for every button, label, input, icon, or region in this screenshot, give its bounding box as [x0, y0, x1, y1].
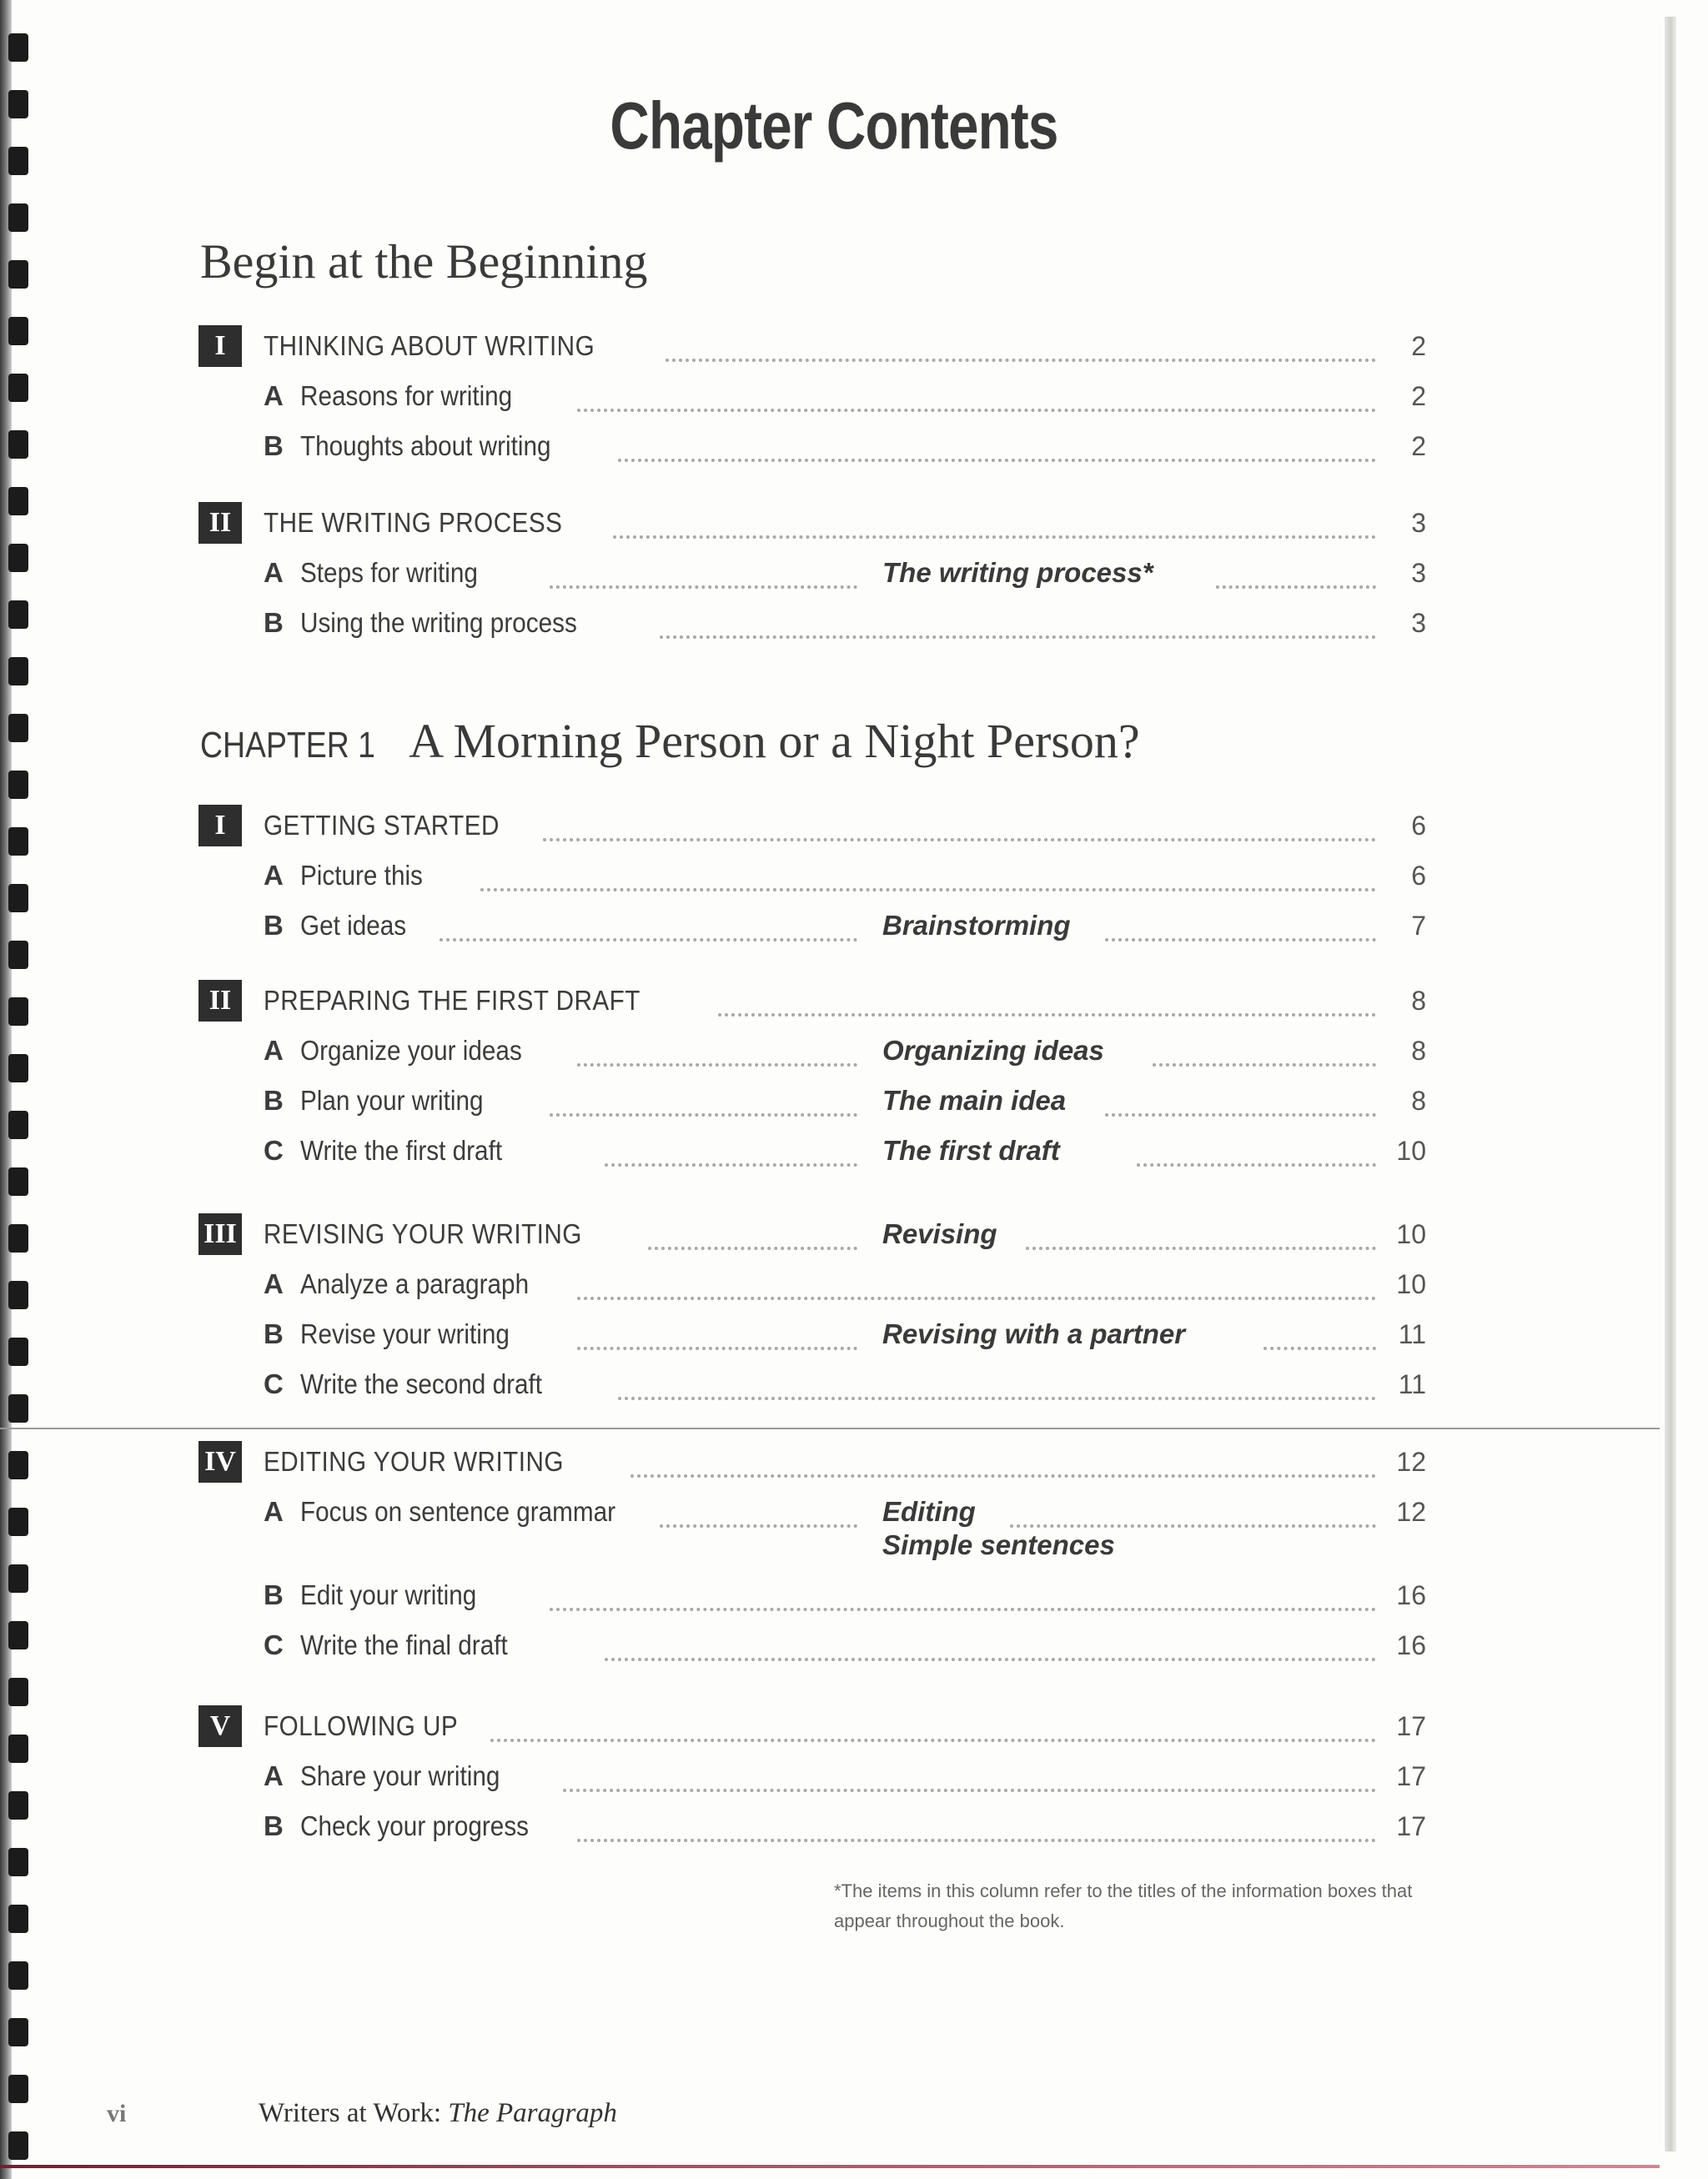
item-letter: B	[264, 607, 284, 638]
page-number: 11	[1398, 1369, 1426, 1399]
info-box-title: The first draft	[882, 1135, 1060, 1166]
page-number: 8	[1411, 986, 1426, 1016]
page-number: 2	[1411, 381, 1426, 411]
item-text: Analyze a paragraph	[300, 1268, 530, 1299]
leader-dots	[618, 434, 1376, 462]
part-heading	[198, 1441, 597, 1483]
item-text: Get ideas	[300, 910, 407, 941]
toc-item-row[interactable]	[0, 1313, 1668, 1355]
toc-part-row[interactable]	[0, 1213, 1668, 1255]
part-heading-text: THINKING ABOUT WRITING	[264, 330, 595, 361]
part-heading	[198, 980, 682, 1022]
leader-dots	[440, 913, 858, 941]
part-heading-text: FOLLOWING UP	[264, 1710, 459, 1741]
part-heading-text: PREPARING THE FIRST DRAFT	[264, 985, 640, 1016]
item-label	[264, 1263, 555, 1305]
item-text: Write the first draft	[300, 1135, 503, 1166]
toc-part-row[interactable]	[0, 1705, 1668, 1747]
toc-part-row[interactable]	[0, 980, 1668, 1022]
bottom-edge-line	[0, 2165, 1660, 2168]
page-number: 7	[1411, 911, 1426, 941]
item-letter: B	[264, 1579, 284, 1610]
info-box-title: Editing	[882, 1496, 976, 1527]
binding-hole	[8, 260, 28, 289]
page-number: 6	[1411, 811, 1426, 841]
section-title	[200, 233, 647, 289]
item-text: Share your writing	[300, 1760, 500, 1791]
leader-dots	[1010, 1499, 1376, 1528]
item-letter: A	[264, 1760, 284, 1791]
page-number: 2	[1411, 331, 1426, 361]
item-letter: A	[264, 557, 284, 588]
page-number: 3	[1411, 508, 1426, 538]
part-heading	[198, 325, 631, 367]
binding-hole	[8, 1167, 28, 1196]
item-text: Steps for writing	[300, 557, 478, 588]
item-label	[264, 1363, 569, 1405]
leader-dots	[660, 1499, 858, 1528]
binding-hole	[8, 147, 28, 175]
leader-dots	[577, 1814, 1377, 1842]
binding-hole	[8, 771, 28, 799]
item-label	[264, 1030, 546, 1072]
toc-item-row[interactable]	[0, 375, 1668, 417]
leader-dots	[1263, 1322, 1376, 1350]
leader-dots	[490, 1714, 1376, 1742]
leader-dots	[543, 813, 1376, 841]
leader-dots	[1153, 1038, 1376, 1067]
page-number: 12	[1396, 1497, 1426, 1527]
roman-numeral-badge: V	[198, 1705, 242, 1747]
item-letter: A	[264, 1496, 284, 1527]
toc-item-row[interactable]	[0, 1574, 1668, 1616]
page-number: 17	[1396, 1811, 1426, 1841]
toc-item-row[interactable]	[0, 1755, 1668, 1797]
toc-item-row[interactable]	[0, 905, 1668, 946]
roman-numeral-badge: I	[198, 325, 242, 367]
info-box-title: Revising with a partner	[882, 1318, 1186, 1349]
item-letter: C	[264, 1629, 284, 1660]
item-text: Picture this	[300, 860, 423, 891]
part-heading	[198, 502, 595, 544]
page-number: 3	[1411, 608, 1426, 638]
toc-item-row[interactable]	[0, 602, 1668, 644]
info-box-title: Organizing ideas	[882, 1035, 1104, 1066]
item-label	[264, 552, 498, 594]
item-label	[264, 1313, 533, 1355]
section-heading-text: A Morning Person or a Night Person?	[409, 714, 1140, 768]
chapter-label: CHAPTER 1	[200, 725, 375, 766]
section-title	[200, 713, 1140, 769]
page-number: 2	[1411, 431, 1426, 461]
page-title: Chapter Contents	[610, 88, 1058, 163]
toc-item-row[interactable]	[0, 1080, 1668, 1122]
toc-item-row[interactable]	[0, 1363, 1668, 1405]
footer-title: Writers at Work:	[259, 2098, 442, 2128]
leader-dots	[563, 1764, 1376, 1792]
page-number: 8	[1411, 1036, 1426, 1066]
leader-dots	[605, 1138, 858, 1167]
leader-dots	[613, 510, 1376, 539]
leader-dots	[666, 334, 1376, 362]
page-number: 10	[1396, 1136, 1426, 1166]
item-text: Revise your writing	[300, 1318, 510, 1349]
item-label	[264, 1805, 554, 1847]
binding-hole	[8, 33, 28, 62]
item-letter: B	[264, 1318, 284, 1349]
leader-dots	[577, 1272, 1377, 1300]
toc-item-row[interactable]	[0, 1491, 1668, 1560]
page-number: 12	[1396, 1447, 1426, 1477]
item-label	[264, 602, 608, 644]
roman-numeral-badge: IV	[198, 1441, 242, 1483]
item-text: Edit your writing	[300, 1579, 477, 1610]
info-box-title: Revising	[882, 1218, 997, 1249]
binding-hole	[8, 1961, 28, 1990]
roman-numeral-badge: I	[198, 805, 242, 846]
item-letter: C	[264, 1368, 284, 1399]
item-text: Write the final draft	[300, 1629, 508, 1660]
part-heading	[198, 805, 525, 846]
binding-hole	[8, 203, 28, 232]
item-letter: B	[264, 910, 284, 941]
binding-hole	[8, 2131, 28, 2160]
page-number: 16	[1396, 1630, 1426, 1660]
leader-dots	[648, 1222, 857, 1250]
item-label	[264, 905, 418, 946]
page-number: 17	[1396, 1761, 1426, 1791]
leader-dots	[577, 1038, 858, 1067]
leader-dots	[550, 560, 858, 589]
item-letter: B	[264, 1810, 284, 1841]
info-box-title: Simple sentences	[882, 1529, 1115, 1560]
item-text: Focus on sentence grammar	[300, 1496, 616, 1527]
roman-numeral-badge: III	[198, 1213, 242, 1255]
leader-dots	[480, 863, 1376, 891]
item-text: Check your progress	[300, 1810, 530, 1841]
leader-dots	[1105, 1088, 1376, 1117]
toc-item-row[interactable]	[0, 1624, 1668, 1666]
page-number: 3	[1411, 558, 1426, 588]
footnote: *The items in this column refer to the titles of the information boxes that appear throughout the book.	[834, 1880, 1413, 1931]
leader-dots	[718, 988, 1376, 1017]
footer-book-title	[259, 2098, 617, 2129]
leader-dots	[1026, 1222, 1376, 1250]
binding-hole	[8, 2075, 28, 2103]
leader-dots	[577, 384, 1377, 412]
item-label	[264, 1574, 496, 1616]
item-text: Plan your writing	[300, 1085, 484, 1116]
item-label	[264, 1130, 525, 1172]
page-number: 10	[1396, 1269, 1426, 1299]
toc-part-row[interactable]	[0, 502, 1668, 544]
part-heading	[198, 1213, 617, 1255]
page-number: 17	[1396, 1711, 1426, 1741]
toc-item-row[interactable]	[0, 425, 1668, 467]
leader-dots	[618, 1372, 1376, 1400]
leader-dots	[1216, 560, 1376, 589]
item-letter: B	[264, 430, 284, 461]
toc-item-row[interactable]	[0, 1263, 1668, 1305]
leader-dots	[1105, 913, 1376, 941]
footer-subtitle: The Paragraph	[448, 2098, 617, 2128]
info-box-title: The main idea	[882, 1085, 1067, 1116]
binding-hole	[8, 714, 28, 742]
binding-hole	[8, 2018, 28, 2046]
part-heading	[198, 1705, 480, 1747]
item-text: Reasons for writing	[300, 380, 513, 411]
roman-numeral-badge: II	[198, 980, 242, 1022]
toc-item-row[interactable]	[0, 1130, 1668, 1172]
item-label	[264, 1624, 530, 1666]
leader-dots	[577, 1322, 858, 1350]
part-heading-text: EDITING YOUR WRITING	[264, 1446, 564, 1477]
item-label	[264, 855, 436, 896]
info-box-title: Brainstorming	[882, 910, 1071, 941]
item-label	[264, 375, 535, 417]
section-heading-text: Begin at the Beginning	[200, 234, 648, 289]
toc-item-row[interactable]	[0, 1805, 1668, 1847]
info-box-title: The writing process*	[882, 557, 1153, 588]
leader-dots	[630, 1449, 1376, 1478]
binding-hole	[8, 1905, 28, 1933]
page-number: 10	[1396, 1219, 1426, 1249]
toc-item-row[interactable]	[0, 855, 1668, 896]
item-label	[264, 1080, 504, 1122]
item-letter: A	[264, 860, 284, 891]
leader-dots	[660, 610, 1377, 639]
leader-dots	[550, 1088, 858, 1117]
item-text: Using the writing process	[300, 607, 577, 638]
page-number: 8	[1411, 1086, 1426, 1116]
roman-numeral-badge: II	[198, 502, 242, 544]
toc-part-row[interactable]	[0, 805, 1668, 846]
item-label	[264, 1491, 651, 1533]
item-letter: C	[264, 1135, 284, 1166]
item-letter: A	[264, 1268, 284, 1299]
toc-part-row[interactable]	[0, 325, 1668, 367]
binding-hole	[8, 1678, 28, 1706]
page-number: 6	[1411, 861, 1426, 891]
page-number: 11	[1398, 1319, 1426, 1349]
item-label	[264, 425, 579, 467]
item-label	[264, 1755, 522, 1797]
item-letter: A	[264, 1035, 284, 1066]
part-heading-text: THE WRITING PROCESS	[264, 507, 563, 538]
binding-hole	[8, 90, 28, 118]
item-letter: A	[264, 380, 284, 411]
toc-part-row[interactable]	[0, 1441, 1668, 1483]
footer-page-number: vi	[107, 2100, 127, 2127]
toc-item-row[interactable]	[0, 1030, 1668, 1072]
item-letter: B	[264, 1085, 284, 1116]
item-text: Write the second draft	[300, 1368, 542, 1399]
binding-hole	[8, 1848, 28, 1876]
page-number: 16	[1396, 1580, 1426, 1610]
leader-dots	[550, 1583, 1377, 1611]
toc-item-row[interactable]	[0, 552, 1668, 594]
leader-dots	[605, 1633, 1377, 1661]
leader-dots	[1137, 1138, 1376, 1167]
item-text: Organize your ideas	[300, 1035, 522, 1066]
part-heading-text: GETTING STARTED	[264, 810, 500, 841]
binding-hole	[8, 657, 28, 685]
scan-fold-line	[0, 1428, 1660, 1429]
item-text: Thoughts about writing	[300, 430, 551, 461]
part-heading-text: REVISING YOUR WRITING	[264, 1218, 582, 1249]
